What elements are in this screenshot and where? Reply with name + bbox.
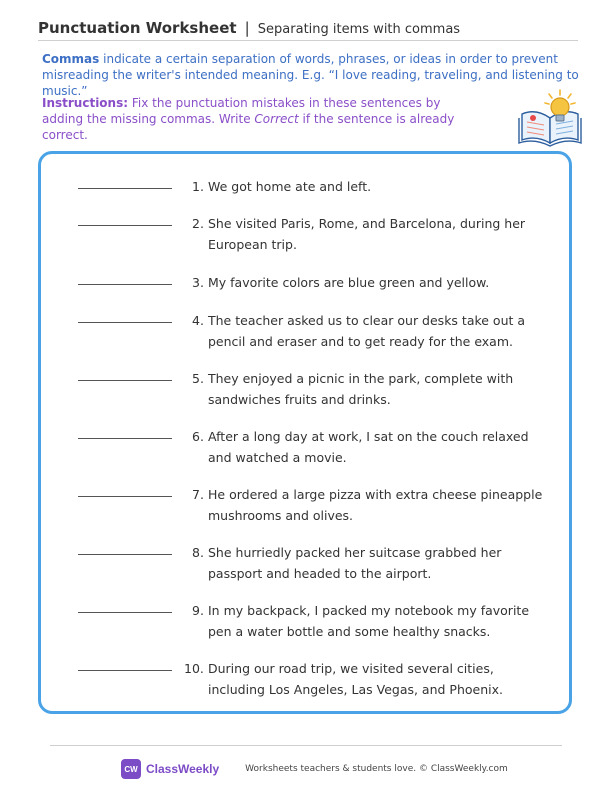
footer-divider — [50, 745, 562, 746]
item-sentence: During our road trip, we visited several cities, including Los Angeles, Las Vegas, and Phoenix. — [208, 661, 503, 697]
item-number: 6. — [192, 429, 204, 444]
item-number: 3. — [192, 275, 204, 290]
item-sentence: After a long day at work, I sat on the couch relaxed and watched a movie. — [208, 429, 529, 465]
answer-blank[interactable] — [78, 554, 172, 555]
item-number: 7. — [192, 487, 204, 502]
item-sentence: In my backpack, I packed my notebook my favorite pen a water bottle and some healthy snacks. — [208, 603, 530, 639]
answer-blank[interactable] — [78, 438, 172, 439]
item-number: 1. — [192, 179, 204, 194]
item-number: 5. — [192, 371, 204, 386]
instructions-emphasis: Correct — [254, 112, 299, 126]
item-number: 10. — [184, 661, 204, 676]
brand-name: ClassWeekly — [146, 762, 220, 776]
instructions-text-before: Fix the punctuation mistakes in these sentences by adding the missing commas. Write — [42, 96, 441, 126]
page-title: Punctuation Worksheet — [38, 19, 237, 37]
instructions-paragraph — [42, 95, 482, 143]
intro-paragraph — [42, 51, 587, 99]
answer-blank[interactable] — [78, 225, 172, 226]
intro-text: indicate a certain separation of words, phrases, or ideas in order to prevent misreading the writer's intended meaning. E.g. “I love reading, traveling, and listening to music.” — [42, 52, 579, 98]
answer-blank[interactable] — [78, 284, 172, 285]
answer-blank[interactable] — [78, 670, 172, 671]
item-number: 8. — [192, 545, 204, 560]
answer-blank[interactable] — [78, 380, 172, 381]
item-sentence: He ordered a large pizza with extra cheese pineapple mushrooms and olives. — [208, 487, 543, 523]
answer-blank[interactable] — [78, 612, 172, 613]
item-sentence: My favorite colors are blue green and yellow. — [208, 275, 490, 290]
footer-note: Worksheets teachers & students love. © ClassWeekly.com — [245, 764, 508, 774]
page-subtitle: Separating items with commas — [257, 22, 461, 37]
instructions-label: Instructions: — [42, 96, 129, 110]
answer-blank[interactable] — [78, 322, 172, 323]
header-divider — [38, 40, 578, 41]
item-sentence: She visited Paris, Rome, and Barcelona, during her European trip. — [208, 216, 526, 252]
intro-term: Commas — [42, 52, 100, 66]
classweekly-logo-icon: CW — [121, 759, 141, 779]
item-sentence: She hurriedly packed her suitcase grabbed her passport and headed to the airport. — [208, 545, 502, 581]
item-number: 4. — [192, 313, 204, 328]
item-number: 2. — [192, 216, 204, 231]
page-header — [38, 18, 460, 37]
footer — [121, 758, 508, 780]
title-separator: | — [244, 19, 250, 37]
item-number: 9. — [192, 603, 204, 618]
answer-blank[interactable] — [78, 188, 172, 189]
item-sentence: They enjoyed a picnic in the park, complete with sandwiches fruits and drinks. — [208, 371, 514, 407]
item-sentence: We got home ate and left. — [208, 179, 372, 194]
item-sentence: The teacher asked us to clear our desks take out a pencil and eraser and to get ready for the exam. — [208, 313, 526, 349]
instructions-text-after: if the sentence is already correct. — [42, 112, 455, 142]
answer-blank[interactable] — [78, 496, 172, 497]
book-lightbulb-icon — [516, 88, 584, 148]
